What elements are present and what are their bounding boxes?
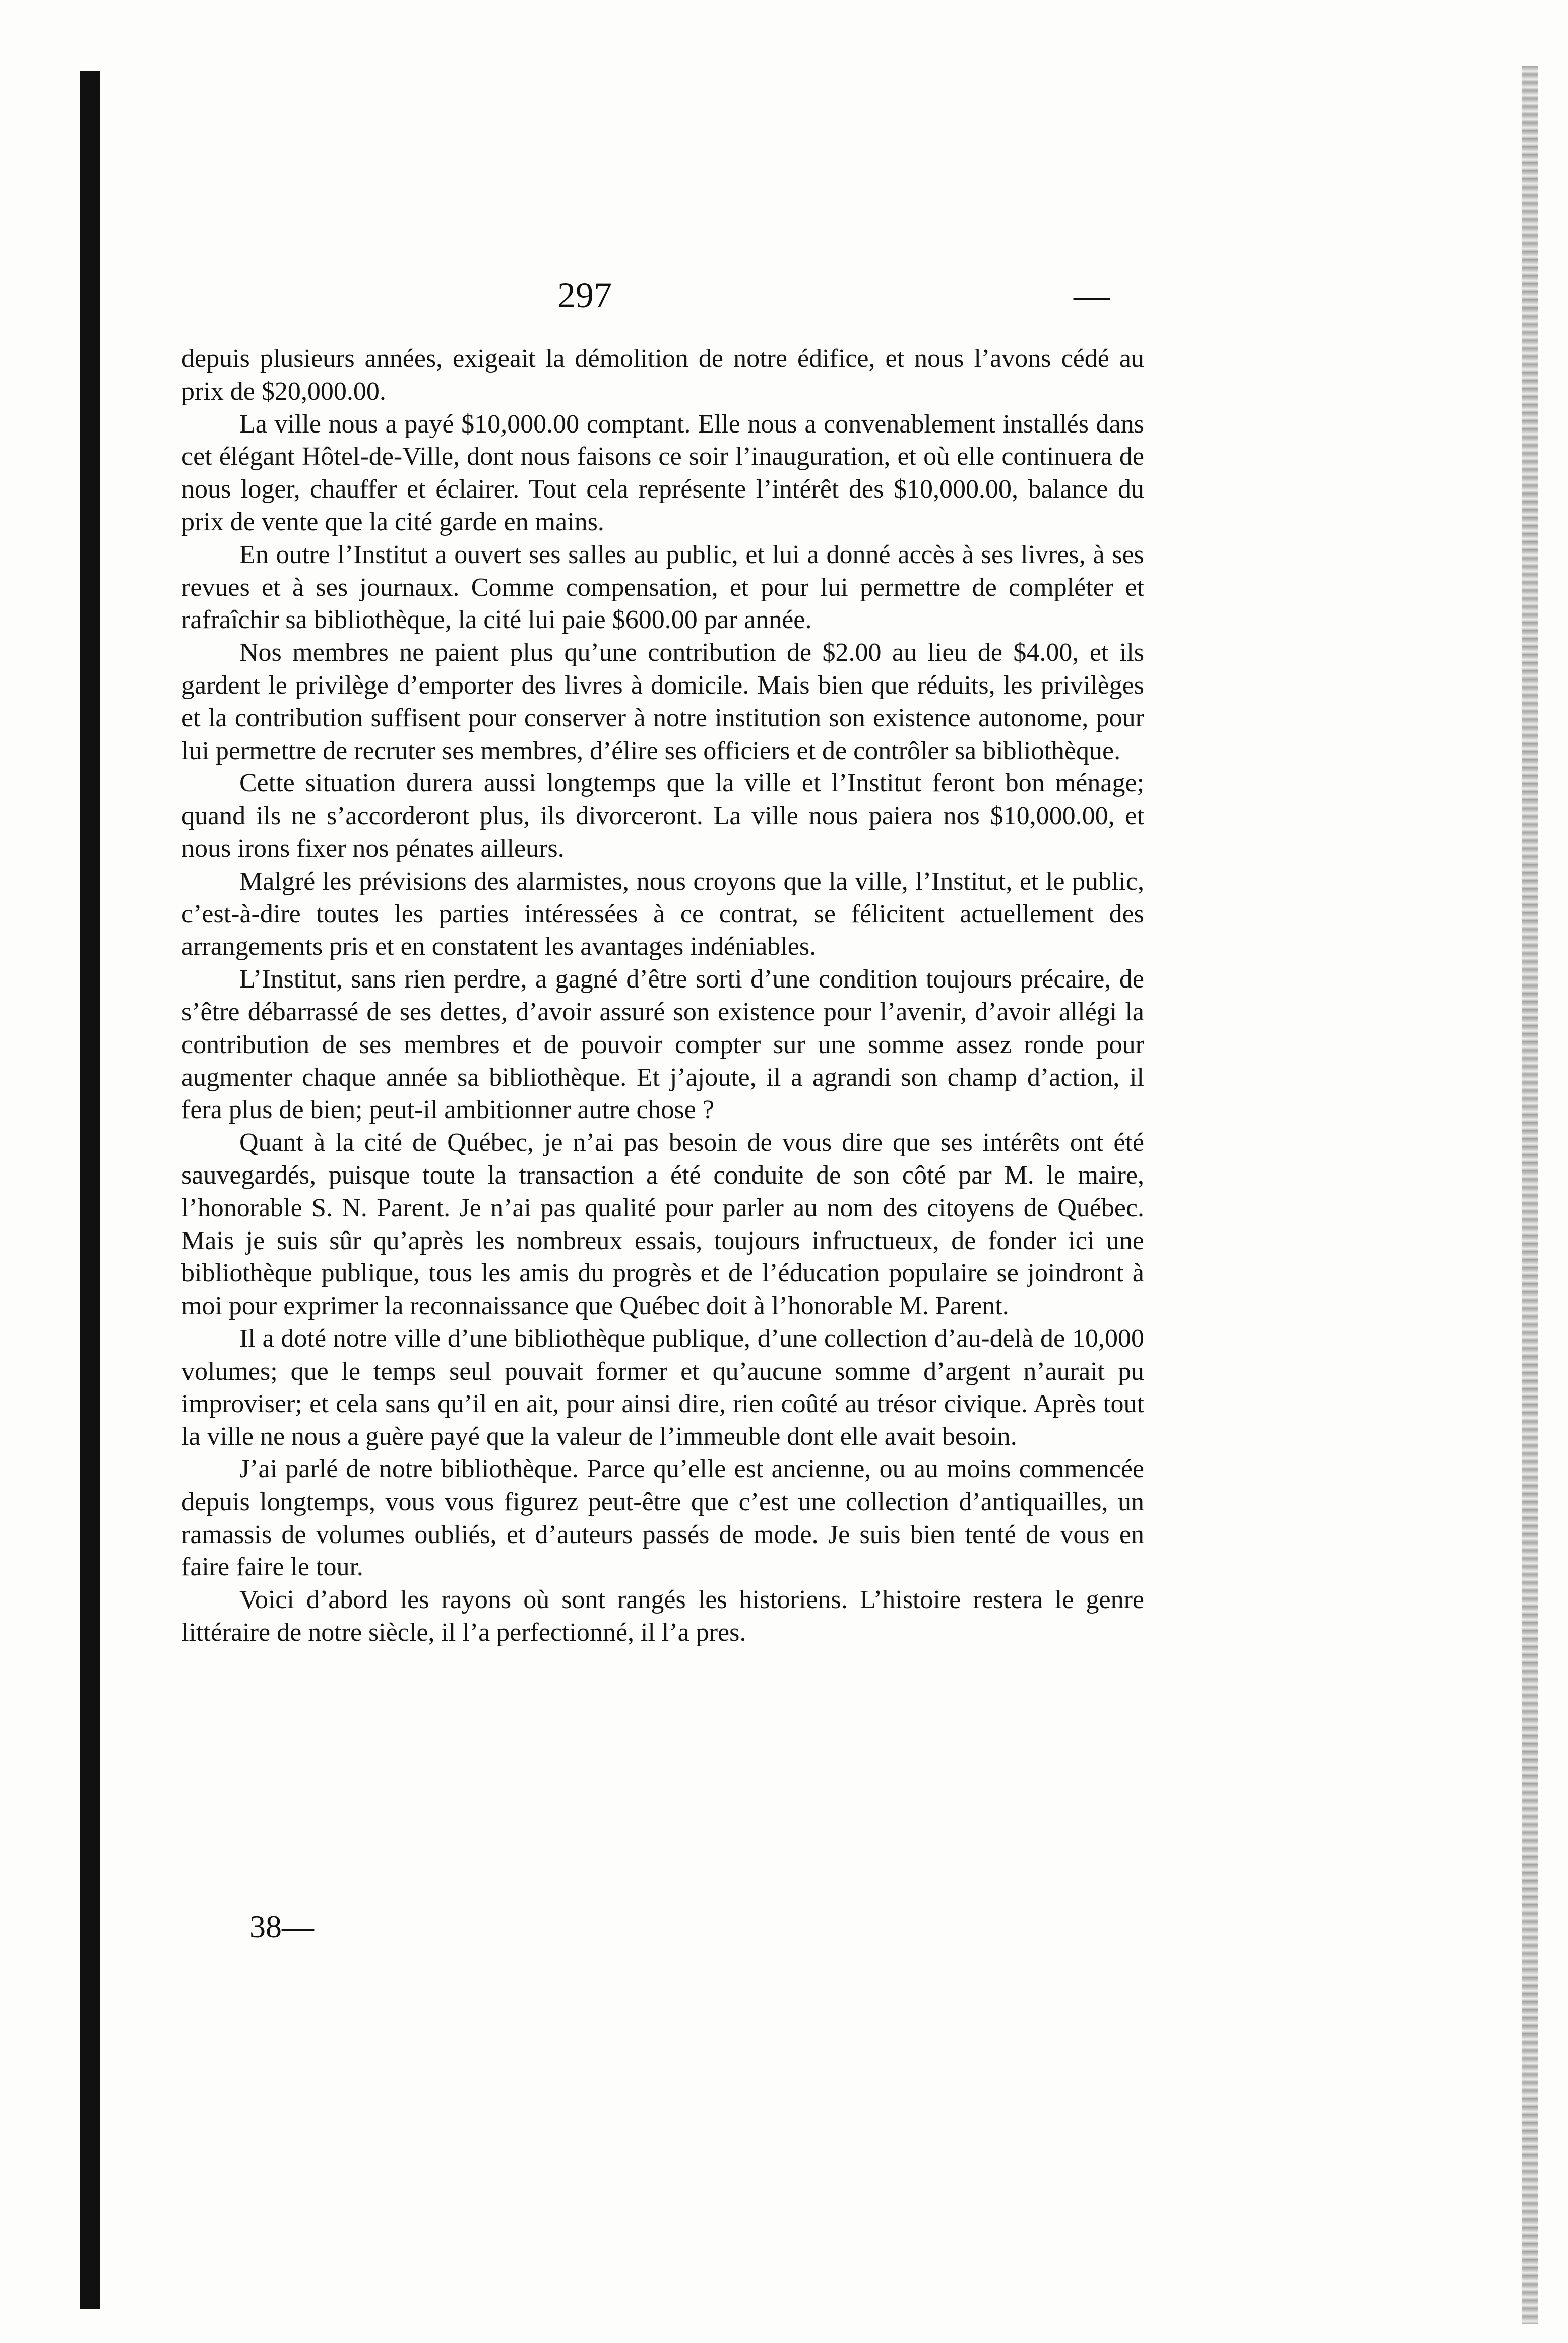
paragraph-1: depuis plusieurs années, exigeait la démolition de notre édifice, et nous l’avons cédé au prix de $20,000.00.: [181, 344, 1144, 406]
page-edge-shadow: [1522, 66, 1538, 2324]
body-text: [181, 343, 1144, 1649]
paragraph-5: Cette situation durera aussi longtemps que la ville et l’Institut feront bon ménage; quand ils ne s’accorderont plus, ils divorceront. La ville nous paiera nos $10,000.00, et nous irons fixer nos pénates ailleurs.: [181, 769, 1144, 863]
binding-shadow: [80, 71, 100, 2309]
paragraph-6: Malgré les prévisions des alarmistes, nous croyons que la ville, l’Institut, et le public, c’est-à-dire toutes les parties intéressées à ce contrat, se félicitent actuellement des arrangements pris et en constatent les avantages indéniables.: [181, 867, 1144, 961]
top-mark: —: [1074, 275, 1110, 316]
paragraph-10: J’ai parlé de notre bibliothèque. Parce qu’elle est ancienne, ou au moins commencée depuis longtemps, vous vous figurez peut-être que c’est une collection d’antiquailles, un ramassis de volumes oubliés, et d’auteurs passés de mode. Je suis bien tenté de vous en faire faire le tour.: [181, 1455, 1144, 1582]
paragraph-3: En outre l’Institut a ouvert ses salles au public, et lui a donné accès à ses livres, à ses revues et à ses journaux. Comme compensation, et pour lui permettre de compléter et rafraîchir sa bibliothèque, la cité lui paie $600.00 par année.: [181, 540, 1144, 635]
paragraph-9: Il a doté notre ville d’une bibliothèque publique, d’une collection d’au-delà de 10,000 volumes; que le temps seul pouvait former et qu’aucune somme d’argent n’aurait pu improviser; et cela sans qu’il en ait, pour ainsi dire, rien coûté au trésor civique. Après tout la ville ne nous a guère payé que la valeur de l’immeuble dont elle avait besoin.: [181, 1324, 1144, 1451]
paragraph-8: Quant à la cité de Québec, je n’ai pas besoin de vous dire que ses intérêts ont été sauvegardés, puisque toute la transaction a été conduite de son côté par M. le maire, l’honorable S. N. Parent. Je n’ai pas qualité pour parler au nom des citoyens de Québec. Mais je suis sûr qu’après les nombreux essais, toujours infructueux, de fonder ici une bibliothèque publique, tous les amis du progrès et de l’éducation populaire se joindront à moi pour exprimer la reconnaissance que Québec doit à l’honorable M. Parent.: [181, 1128, 1144, 1321]
paragraph-2: La ville nous a payé $10,000.00 comptant. Elle nous a convenablement installés dans cet élégant Hôtel-de-Ville, dont nous faisons ce soir l’inauguration, et où elle continuera de nous loger, chauffer et éclairer. Tout cela représente l’intérêt des $10,000.00, balance du prix de vente que la cité garde en mains.: [181, 409, 1144, 536]
paragraph-11: Voici d’abord les rayons où sont rangés les historiens. L’histoire restera le genre littéraire de notre siècle, il l’a perfectionné, il l’a pres.: [181, 1585, 1144, 1647]
paragraph-7: L’Institut, sans rien perdre, a gagné d’être sorti d’une condition toujours précaire, de s’être débarrassé de ses dettes, d’avoir assuré son existence pour l’avenir, d’avoir allégi la contribution de ses membres et de pouvoir compter sur une somme assez ronde pour augmenter chaque année sa bibliothèque. Et j’ajoute, il a agrandi son champ d’action, il fera plus de bien; peut-il ambitionner autre chose ?: [181, 965, 1144, 1125]
signature-mark: 38—: [249, 1908, 314, 1944]
page-number: 297: [557, 275, 612, 316]
paragraph-4: Nos membres ne paient plus qu’une contribution de $2.00 au lieu de $4.00, et ils gardent le privilège d’emporter des livres à domicile. Mais bien que réduits, les privilèges et la contribution suffisent pour conserver à notre institution son existence autonome, pour lui permettre de recruter ses membres, d’élire ses officiers et de contrôler sa bibliothèque.: [181, 638, 1144, 765]
